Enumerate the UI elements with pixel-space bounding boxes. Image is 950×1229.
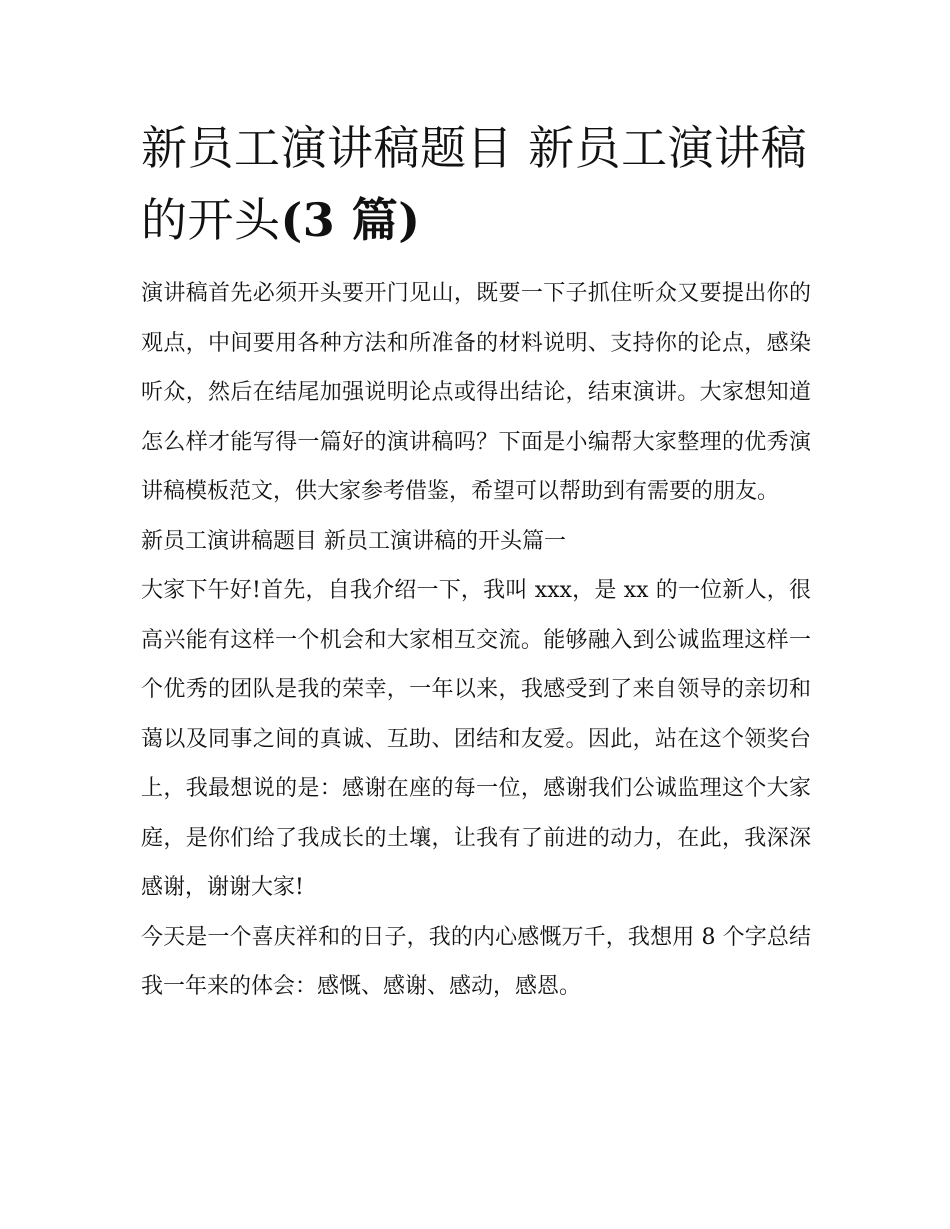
document-title <box>141 112 811 256</box>
section-heading: 新员工演讲稿题目 新员工演讲稿的开头篇一 <box>141 528 566 554</box>
speech-paragraph-2: 今天是一个喜庆祥和的日子，我的内心感慨万千，我想用 8 个字总结我一年来的体会：感慨、感谢、感动，感恩。 <box>141 924 811 999</box>
intro-paragraph: 演讲稿首先必须开头要开门见山，既要一下子抓住听众又要提出你的观点，中间要用各种方法和所准备的材料说明、支持你的论点，感染听众，然后在结尾加强说明论点或得出结论，结束演讲。大家想知道怎么样才能写得一篇好的演讲稿吗？下面是小编帮大家整理的优秀演讲稿模板范文，供大家参考借鉴，希望可以帮助到有需要的朋友。 <box>141 281 811 504</box>
document-body <box>141 112 811 1012</box>
title-text: 新员工演讲稿题目 新员工演讲稿的开头 <box>141 121 808 247</box>
speech-paragraph-1: 大家下午好!首先，自我介绍一下，我叫 xxx，是 xx 的一位新人，很高兴能有这样一个机会和大家相互交流。能够融入到公诚监理这样一个优秀的团队是我的荣幸，一年以来，我感受到了来自领导的亲切和蔼以及同事之间的真诚、互助、团结和友爱。因此，站在这个领奖台上，我最想说的是：感谢在座的每一位，感谢我们公诚监理这个大家庭，是你们给了我成长的土壤，让我有了前进的动力，在此，我深深感谢，谢谢大家! <box>141 578 811 900</box>
title-count: (3 篇) <box>280 193 421 247</box>
